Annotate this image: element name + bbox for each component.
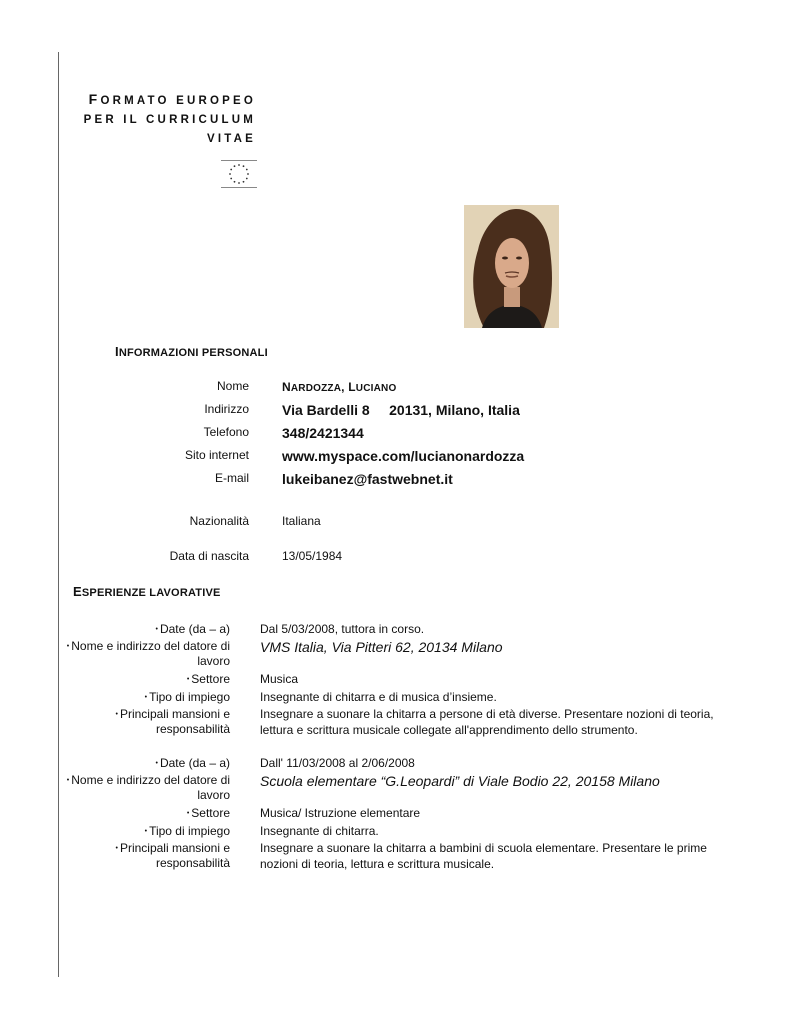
name-part: , L (341, 380, 356, 394)
duties-line: Insegnare a suonare la chitarra a bambini di scuola elementare. Presentare le prime (260, 841, 707, 855)
label-text: Settore (191, 672, 230, 686)
label-text: Nome e indirizzo del datore di (71, 773, 230, 787)
label-text: Settore (191, 806, 230, 820)
address-label: Indirizzo (204, 402, 249, 416)
title-initial: F (88, 91, 101, 107)
left-rule-line (58, 52, 59, 977)
bullet-icon: • (155, 626, 158, 633)
dates-label (60, 622, 230, 637)
duties-line: lettura e scrittura musicale collegate all'apprendimento dello strumento. (260, 723, 638, 737)
label-text: responsabilità (155, 722, 230, 736)
entry-job-type: Insegnante di chitarra. (260, 824, 379, 838)
birthdate-label: Data di nascita (169, 549, 249, 563)
bullet-icon: • (186, 810, 190, 817)
entry-sector: Musica (260, 672, 299, 686)
employer-label (60, 639, 230, 668)
label-text: responsabilità (155, 856, 230, 870)
duties-label (60, 841, 230, 870)
nationality-label: Nazionalità (189, 514, 249, 528)
job-type-label (60, 690, 230, 705)
document-title (80, 90, 256, 149)
duties-line: Insegnare a suonare la chitarra a persone di età diverse. Presentare nozioni di teoria, (260, 707, 714, 721)
label-text: Nome e indirizzo del datore di (71, 639, 230, 653)
bullet-icon: • (115, 711, 118, 718)
bullet-icon: • (66, 777, 70, 784)
employer-label (60, 773, 230, 802)
label-text: Tipo di impiego (149, 824, 230, 838)
phone-value: 348/2421344 (282, 425, 364, 441)
bullet-icon: • (66, 643, 70, 650)
nationality-value: Italiana (282, 514, 321, 528)
entry-dates: Dal 5/03/2008, tuttora in corso. (260, 622, 425, 636)
dates-label (60, 756, 230, 771)
sector-label (60, 672, 230, 687)
website-value: www.myspace.com/lucianonardozza (282, 448, 525, 464)
email-label: E-mail (214, 471, 249, 485)
bullet-icon: • (115, 845, 118, 852)
label-text: Date (da – a) (159, 622, 230, 636)
name-value (282, 380, 396, 396)
heading-initial: E (73, 584, 82, 599)
bullet-icon: • (155, 760, 158, 767)
label-text: Principali mansioni e (119, 841, 230, 855)
address-value: Via Bardelli 8 20131, Milano, Italia (282, 402, 520, 418)
label-text: lavoro (197, 788, 230, 802)
entry-employer: VMS Italia, Via Pitteri 62, 20134 Milano (260, 639, 503, 655)
heading-text: NFORMAZIONI PERSONALI (118, 347, 268, 359)
name-part: UCIANO (355, 383, 397, 394)
entry-sector: Musica/ Istruzione elementare (260, 806, 421, 820)
entry-employer: Scuola elementare “G.Leopardi” di Viale Bodio 22, 20158 Milano (260, 773, 660, 789)
bullet-icon: • (144, 828, 148, 835)
name-part: N (282, 380, 291, 394)
label-text: Tipo di impiego (149, 690, 230, 704)
job-type-label (60, 824, 230, 839)
profile-photo (464, 205, 559, 328)
email-value: lukeibanez@fastwebnet.it (282, 471, 453, 487)
work-experience-heading (73, 584, 221, 599)
heading-text: SPERIENZE LAVORATIVE (81, 587, 221, 599)
entry-dates: Dall' 11/03/2008 al 2/06/2008 (260, 756, 415, 770)
name-part: ARDOZZA (290, 383, 342, 394)
phone-label: Telefono (203, 425, 249, 439)
birthdate-value: 13/05/1984 (282, 549, 343, 563)
label-text: lavoro (197, 654, 230, 668)
label-text: Date (da – a) (159, 756, 230, 770)
duties-label (60, 707, 230, 736)
website-label: Sito internet (184, 448, 249, 462)
entry-job-type: Insegnante di chitarra e di musica d’insieme. (260, 690, 497, 704)
eu-flag-icon (221, 160, 257, 188)
title-line-2: PER IL CURRICULUM (83, 114, 256, 126)
bullet-icon: • (144, 694, 148, 701)
duties-line: nozioni di teoria, lettura e scrittura musicale. (260, 857, 495, 871)
sector-label (60, 806, 230, 821)
title-line-1: ORMATO EUROPEO (100, 95, 256, 107)
entry-duties (260, 707, 714, 737)
heading-initial: I (115, 344, 119, 359)
bullet-icon: • (186, 676, 190, 683)
label-text: Principali mansioni e (119, 707, 230, 721)
name-label: Nome (216, 379, 249, 393)
entry-duties (260, 841, 707, 871)
title-line-3: VITAE (206, 133, 256, 145)
personal-info-heading (115, 344, 268, 359)
